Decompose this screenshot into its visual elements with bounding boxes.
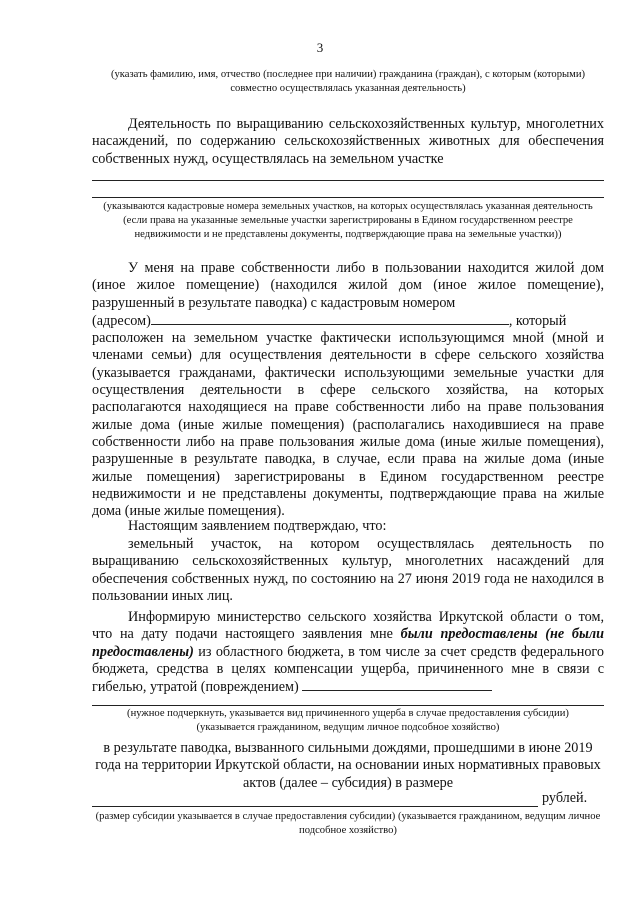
paragraph-house-part2: расположен на земельном участке фактически использующимся мной (мной и членами семьи) для осуществления деятельности в сфере сельского хозяйства (указывается гражданами, фактически использующими земельные участки для осуществления деятельности в сфере сельского хозяйства, на которых располагаются находящиеся на праве собственности либо на праве пользования жилые дома (иные жилые помещения) (располагались находившиеся на праве собственности либо на праве пользования жилые дома (иные жилые помещения), разрушенные в результате паводка, в случае, если права на жилые дома (иные жилые помещения) зарегистрированы в Едином государственном реестре недвижимости и не представлены документы, подтверждающие права на жилые дома (иные жилые помещения).: [92, 330, 604, 520]
note-damage-type: (нужное подчеркнуть, указывается вид причиненного ущерба в случае предоставления субсидии): [127, 708, 569, 719]
inform-text-2: из областного бюджета, в том числе за счет средств федерального бюджета, средства в целях компенсации ущерба, причиненного мне в связи с гибелью, утратой (повреждением): [92, 643, 604, 696]
which-text: , который: [508, 312, 567, 329]
fill-line-cadastral[interactable]: [92, 180, 604, 181]
note-coapplicant-name: (указать фамилию, имя, отчество (последнее при наличии) гражданина (граждан), с которым (которыми) совместно осуществлялась указанная деятельность): [110, 69, 586, 95]
note-cadastral: (указываются кадастровые номера земельных участков, на которых осуществлялась указанная деятельность (если права на указанные земельные участки зарегистрированы в Едином государственном реестре недвижимости и не представлены документы, подтверждающие права на земельные участки)): [103, 201, 593, 241]
paragraph-plot: земельный участок, на котором осуществлялась деятельность по выращиванию сельскохозяйственных культур, многолетних насаждений для обеспечения собственных нужд, по состоянию на 27 июня 2019 года не находился в пользовании иных лиц.: [92, 536, 604, 604]
fill-line-damage[interactable]: [302, 678, 492, 691]
paragraph-house-part1: У меня на праве собственности либо в пользовании находится жилой дом (иное жилое помещение) (находился жилой дом (иное жилое помещение), разрушенный в результате паводка) с кадастровым номером: [92, 260, 604, 311]
page-number: 3: [316, 40, 324, 55]
paragraph-result: в результате паводка, вызванного сильными дождями, прошедшими в июне 2019 года на территории Иркутской области, на основании иных нормативных правовых актов (далее – субсидия) в размере: [95, 740, 601, 791]
note-subsidy: (размер субсидии указывается в случае предоставления субсидии) (указывается гражданином, ведущим личное подсобное хозяйство): [95, 811, 601, 837]
fill-line-cadastral-2[interactable]: [92, 197, 604, 198]
fill-line-amount[interactable]: [92, 806, 538, 807]
paragraph-activity: Деятельность по выращиванию сельскохозяйственных культур, многолетних насаждений, по содержанию сельскохозяйственных животных для обеспечения собственных нужд, осуществлялась на земельном участке: [92, 116, 604, 167]
note-damage-who: (указывается гражданином, ведущим личное подсобное хозяйство): [196, 722, 500, 733]
inform-bold-choice: были предоставлены (не были предоставлены): [92, 626, 605, 660]
paragraph-inform: [92, 609, 604, 696]
address-label: (адресом): [92, 312, 151, 329]
fill-line-damage-2[interactable]: [92, 705, 604, 706]
rubles-label: рублей.: [542, 790, 588, 806]
fill-line-address[interactable]: [151, 312, 509, 325]
inform-text-1: Информирую министерство сельского хозяйства Иркутской области о том, что на дату подачи настоящего заявления мне: [92, 609, 604, 643]
paragraph-confirm: Настоящим заявлением подтверждаю, что:: [128, 518, 387, 534]
paragraph-house: [92, 260, 604, 520]
